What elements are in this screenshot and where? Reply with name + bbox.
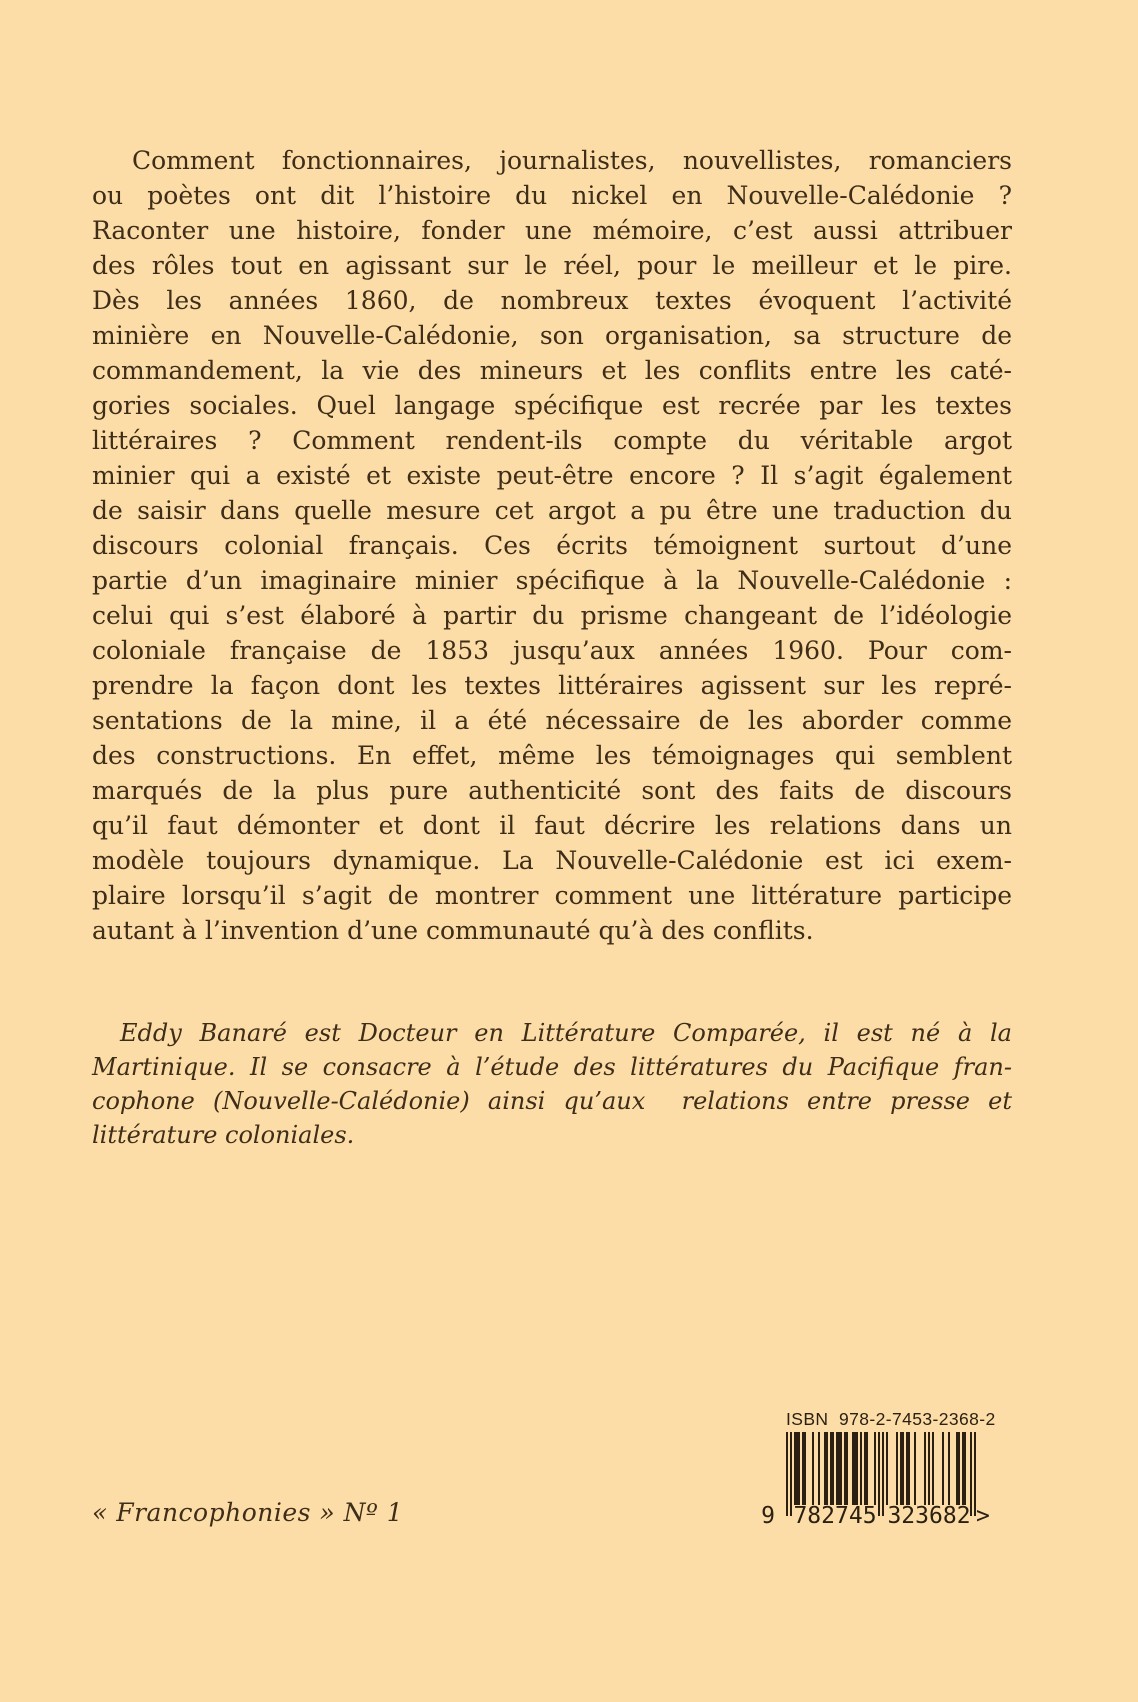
barcode-digits-left-group: 782745 bbox=[793, 1503, 877, 1529]
text-line: partie d’un imaginaire minier spécifique à la Nouvelle-Calédonie : bbox=[92, 566, 1012, 595]
text-line: minier qui a existé et existe peut-être encore ? Il s’agit également bbox=[92, 461, 1012, 490]
barcode-digits-right-group: 323682 bbox=[887, 1503, 971, 1529]
text-line: littéraires ? Comment rendent-ils compte du véritable argot bbox=[92, 426, 1012, 455]
text-line: modèle toujours dynamique. La Nouvelle-Calédonie est ici exem- bbox=[92, 846, 1012, 875]
text-line: de saisir dans quelle mesure cet argot a pu être une traduction du bbox=[92, 496, 1012, 525]
text-line: Raconter une histoire, fonder une mémoire, c’est aussi attribuer bbox=[92, 216, 1012, 245]
isbn-number-label: ISBN 978-2-7453-2368-2 bbox=[786, 1409, 996, 1429]
barcode-digit-first: 9 bbox=[761, 1503, 775, 1529]
barcode-quiet-zone-arrow: > bbox=[976, 1503, 990, 1529]
text-line: ou poètes ont dit l’histoire du nickel en Nouvelle-Calédonie ? bbox=[92, 181, 1012, 210]
text-line: autant à l’invention d’une communauté qu’à des conflits. bbox=[92, 916, 814, 945]
text-line: qu’il faut démonter et dont il faut décrire les relations dans un bbox=[92, 811, 1012, 840]
text-line: coloniale française de 1853 jusqu’aux années 1960. Pour com- bbox=[92, 636, 1012, 665]
author-bio-paragraph bbox=[92, 1016, 1012, 1152]
text-line: commandement, la vie des mineurs et les conflits entre les caté- bbox=[92, 356, 1012, 385]
synopsis-paragraph bbox=[92, 143, 1012, 948]
text-line: cophone (Nouvelle-Calédonie) ainsi qu’aux relations entre presse et bbox=[92, 1087, 1012, 1115]
text-line: celui qui s’est élaboré à partir du prisme changeant de l’idéologie bbox=[92, 601, 1012, 630]
text-line: des constructions. En effet, même les témoignages qui semblent bbox=[92, 741, 1012, 770]
text-line: Eddy Banaré est Docteur en Littérature Comparée, il est né à la bbox=[120, 1019, 1012, 1047]
collection-label: « Francophonies » Nº 1 bbox=[92, 1498, 404, 1527]
text-line: discours colonial français. Ces écrits témoignent surtout d’une bbox=[92, 531, 1012, 560]
text-line: gories sociales. Quel langage spécifique est recrée par les textes bbox=[92, 391, 1012, 420]
text-line: plaire lorsqu’il s’agit de montrer comment une littérature participe bbox=[92, 881, 1012, 910]
text-line: Dès les années 1860, de nombreux textes évoquent l’activité bbox=[92, 286, 1012, 315]
text-line: Martinique. Il se consacre à l’étude des littératures du Pacifique fran- bbox=[92, 1053, 1012, 1081]
text-line: marqués de la plus pure authenticité sont des faits de discours bbox=[92, 776, 1012, 805]
text-line: Comment fonctionnaires, journalistes, nouvellistes, romanciers bbox=[132, 146, 1012, 175]
text-line: des rôles tout en agissant sur le réel, pour le meilleur et le pire. bbox=[92, 251, 1012, 280]
text-line: minière en Nouvelle-Calédonie, son organisation, sa structure de bbox=[92, 321, 1012, 350]
ean13-barcode bbox=[761, 1432, 990, 1530]
text-line: littérature coloniales. bbox=[92, 1121, 355, 1149]
text-line: sentations de la mine, il a été nécessaire de les aborder comme bbox=[92, 706, 1012, 735]
text-line: prendre la façon dont les textes littéraires agissent sur les repré- bbox=[92, 671, 1012, 700]
